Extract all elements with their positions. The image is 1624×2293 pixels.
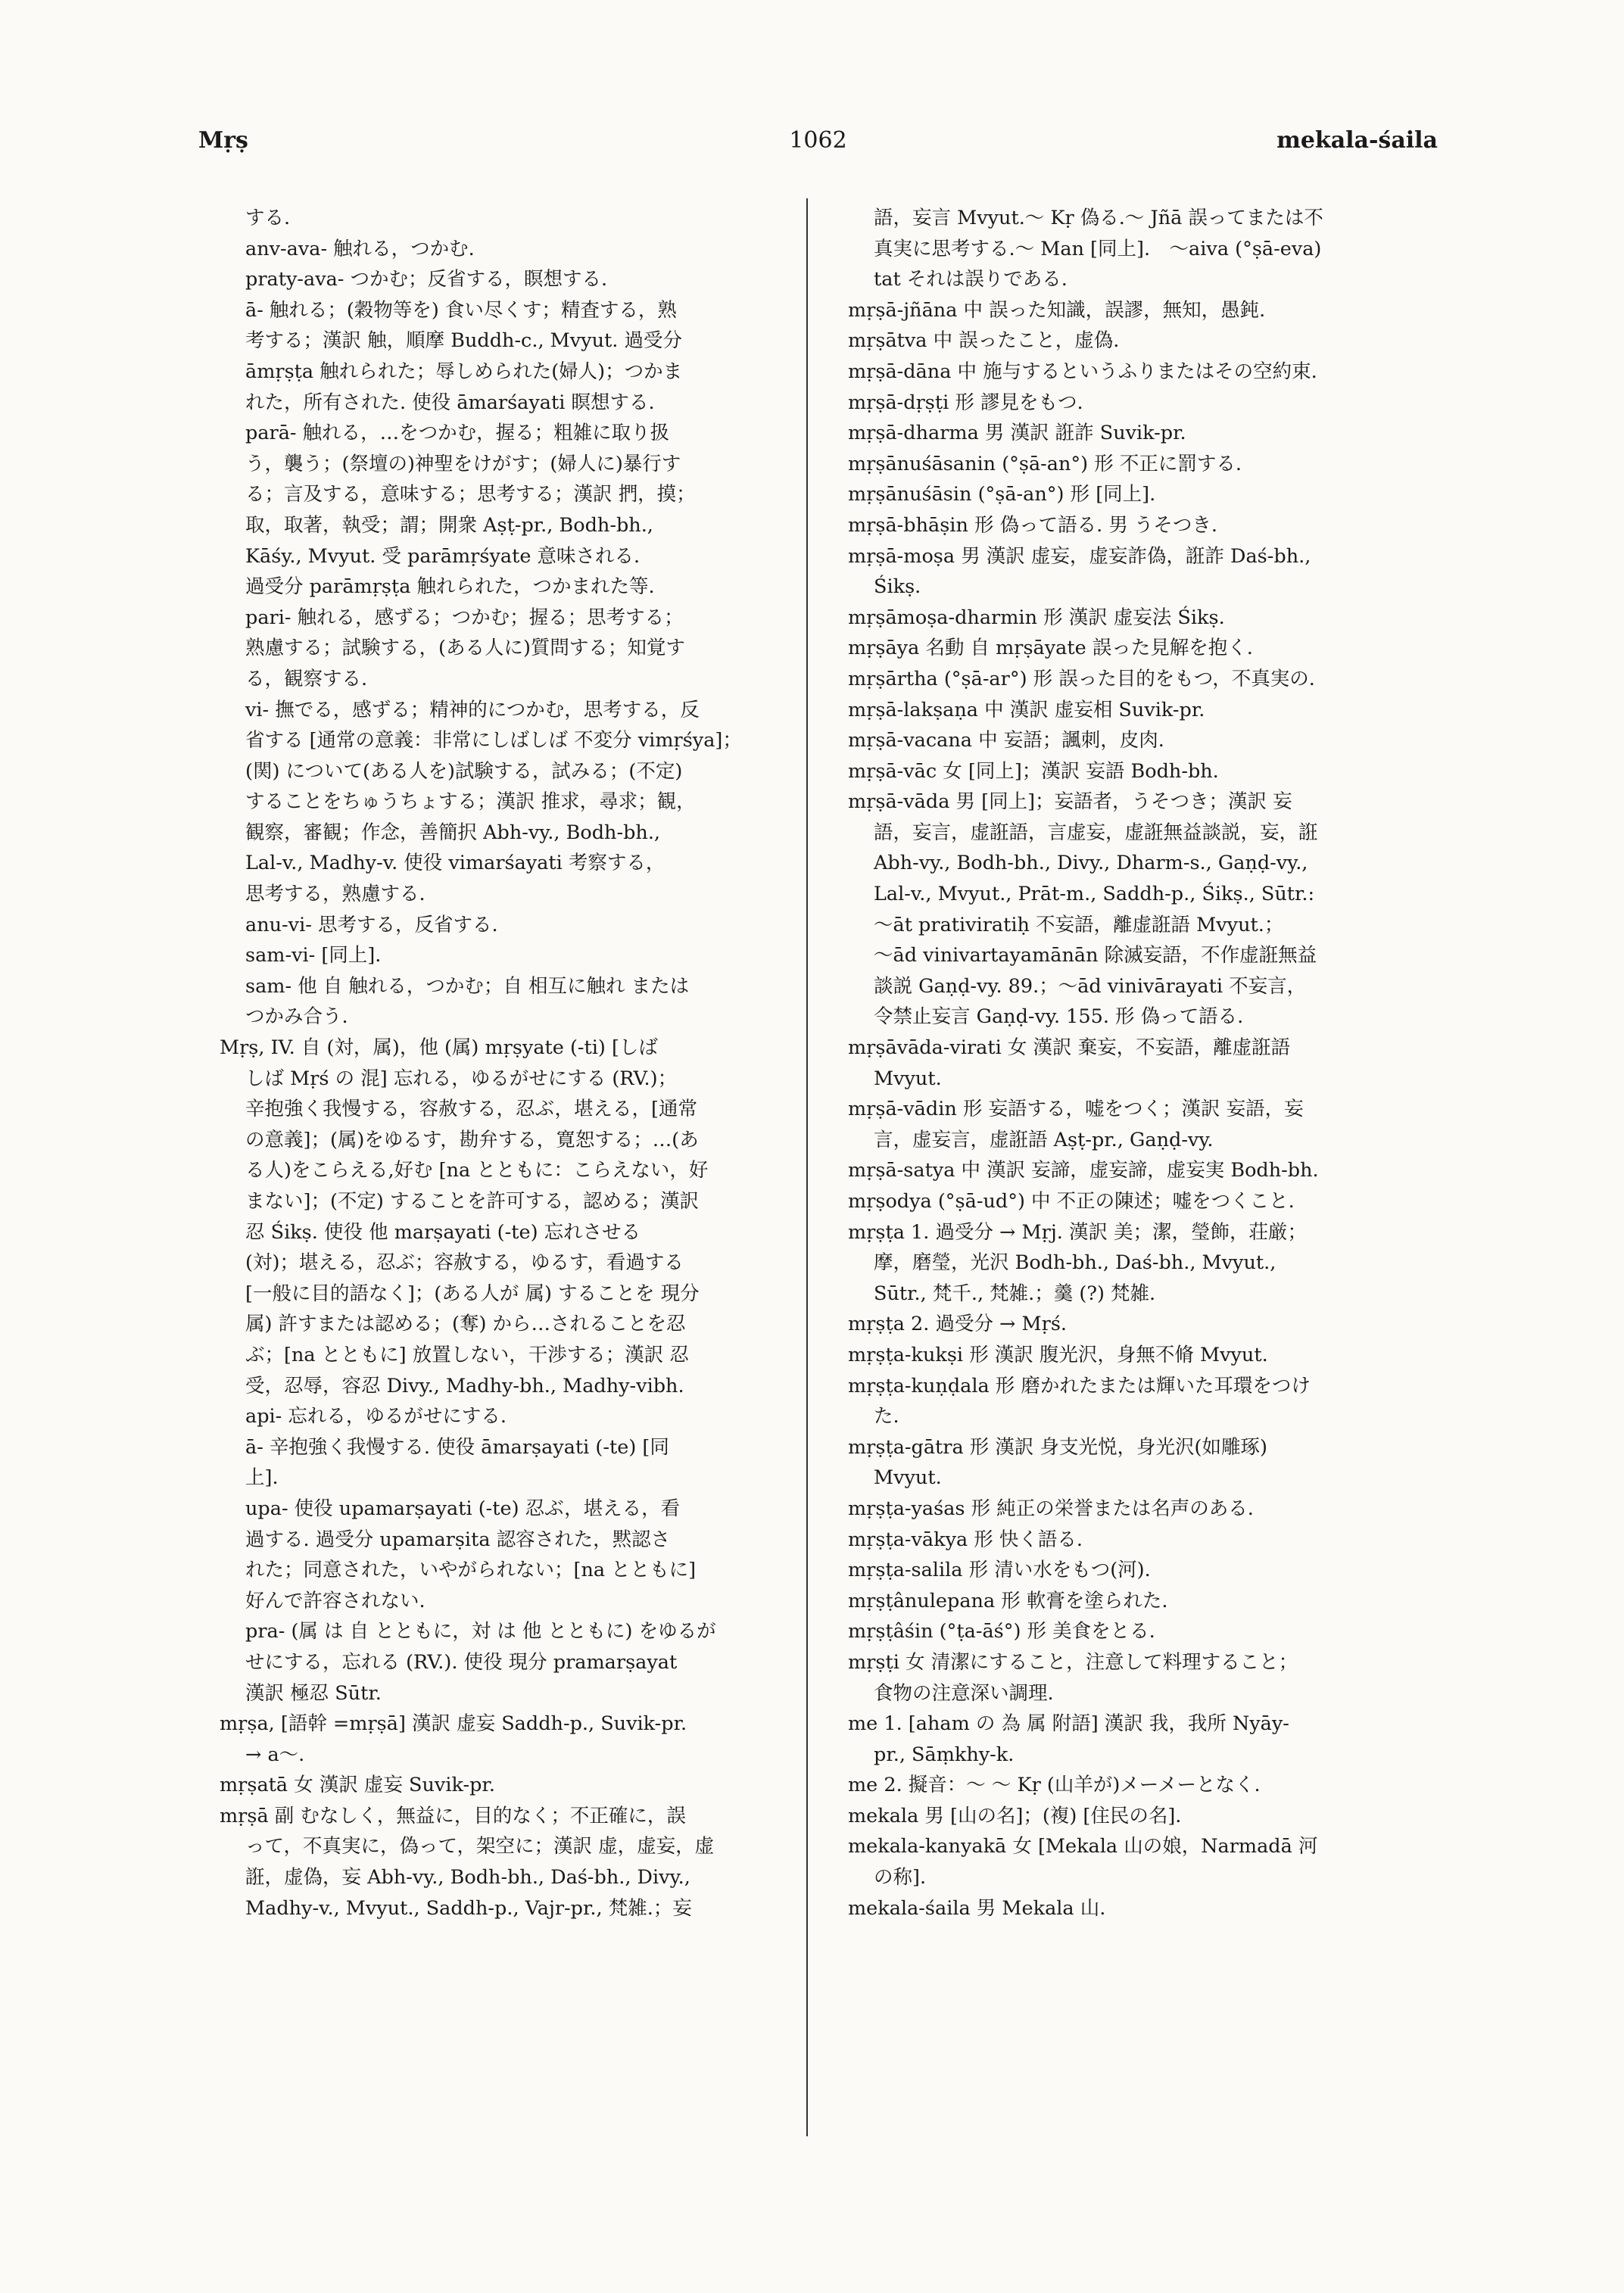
dictionary-line: る；言及する，意味する；思考する；漢訳 捫，摸； bbox=[245, 483, 696, 506]
dictionary-line: る人)をこらえる,好む [na とともに：こらえない，好 bbox=[245, 1159, 709, 1182]
left-column bbox=[198, 203, 809, 1924]
dictionary-line: mṛṣā-vādin 形 妄語する，嘘をつく；漢訳 妄語，妄 bbox=[848, 1098, 1304, 1121]
dictionary-line: Mvyut. bbox=[874, 1067, 942, 1090]
dictionary-line: upa- 使役 upamarṣayati (-te) 忍ぶ，堪える，看 bbox=[245, 1497, 681, 1520]
dictionary-line: Śikṣ. bbox=[874, 575, 921, 599]
dictionary-line: mṛṣa, [語幹 =mṛṣā] 漢訳 虚妄 Saddh-p., Suvik-pr. bbox=[220, 1712, 687, 1736]
dictionary-line: sam- 他 自 触れる，つかむ；自 相互に触れ または bbox=[245, 974, 690, 998]
dictionary-line: sam-vi- [同上]. bbox=[245, 944, 382, 967]
dictionary-line: 談説 Gaṇḍ-vy. 89.；～ād vinivārayati 不妄言， bbox=[874, 974, 1307, 998]
dictionary-line: た. bbox=[874, 1405, 899, 1428]
dictionary-line: Kāśy., Mvyut. 受 parāmṛśyate 意味される. bbox=[245, 544, 641, 568]
dictionary-line: ぶ；[na とともに] 放置しない，干渉する；漢訳 忍 bbox=[245, 1343, 689, 1366]
dictionary-line: mṛṣṭa 2. 過受分 → Mṛś. bbox=[848, 1313, 1068, 1336]
dictionary-line: mṛṣāya 名動 自 mṛṣāyate 誤った見解を抱く. bbox=[848, 637, 1253, 660]
dictionary-line: tat それは誤りである. bbox=[874, 268, 1068, 291]
dictionary-line: る，観察する. bbox=[245, 667, 368, 690]
dictionary-line: mṛṣā-lakṣaṇa 中 漢訳 虚妄相 Suvik-pr. bbox=[848, 698, 1205, 721]
dictionary-line: する. bbox=[245, 207, 291, 229]
page-header bbox=[198, 127, 1438, 173]
dictionary-line: mṛṣātva 中 誤ったこと，虚偽. bbox=[848, 329, 1120, 353]
dictionary-line: praty-ava- つかむ；反省する，瞑想する. bbox=[245, 268, 608, 291]
dictionary-line: Mvyut. bbox=[874, 1466, 942, 1490]
dictionary-line: の称]. bbox=[874, 1866, 927, 1890]
dictionary-line: pr., Sāṃkhy-k. bbox=[874, 1743, 1015, 1766]
dictionary-line: 受，忍辱，容忍 Divy., Madhy-bh., Madhy-vibh. bbox=[245, 1374, 684, 1397]
dictionary-line: parā- 触れる，…をつかむ，握る；粗雑に取り扱 bbox=[245, 422, 670, 445]
dictionary-line: mekala 男 [山の名]；(複) [住民の名]. bbox=[848, 1804, 1182, 1827]
dictionary-line: 取，取著，執受；謂；開衆 Aṣṭ-pr., Bodh-bh., bbox=[245, 513, 653, 537]
dictionary-line: mṛṣā-vāc 女 [同上]；漢訳 妄語 Bodh-bh. bbox=[848, 759, 1219, 783]
dictionary-line: 熟慮する；試験する，(ある人に)質問する；知覚す bbox=[245, 637, 685, 660]
dictionary-line: 令禁止妄言 Gaṇḍ-vy. 155. 形 偽って語る. bbox=[874, 1005, 1244, 1029]
dictionary-line: う，襲う；(祭壇の)神聖をけがす；(婦人に)暴行す bbox=[245, 452, 681, 475]
dictionary-line: mṛṣā-dṛṣṭi 形 謬見をもつ. bbox=[848, 391, 1083, 414]
dictionary-line: mṛṣā-dāna 中 施与するというふりまたはその空約束. bbox=[848, 360, 1317, 383]
dictionary-line: Madhy-v., Mvyut., Saddh-p., Vajr-pr., 梵雑.；妄 bbox=[245, 1896, 692, 1920]
dictionary-line: vi- 撫でる，感ずる；精神的につかむ，思考する，反 bbox=[245, 698, 700, 721]
dictionary-line: Lal-v., Madhy-v. 使役 vimarśayati 考察する， bbox=[245, 852, 665, 875]
dictionary-line: mṛṣṭi 女 清潔にすること，注意して料理すること； bbox=[848, 1650, 1298, 1674]
dictionary-line: mṛṣā-jñāna 中 誤った知識，誤謬，無知，愚鈍. bbox=[848, 298, 1266, 322]
dictionary-line: って，不真実に，偽って，架空に；漢訳 虚，虚妄，虚 bbox=[245, 1835, 715, 1858]
dictionary-line: mṛṣānuśāsanin (°ṣā-an°) 形 不正に罰する. bbox=[848, 452, 1242, 475]
dictionary-line: mṛṣā-vacana 中 妄語；諷刺，皮肉. bbox=[848, 729, 1164, 752]
dictionary-line: Mṛṣ, IV. 自 (対，属)，他 (属) mṛṣyate (-ti) [しば bbox=[220, 1036, 658, 1060]
dictionary-line: まない]；(不定) することを許可する，認める；漢訳 bbox=[245, 1190, 699, 1213]
dictionary-line: 思考する，熟慮する. bbox=[245, 883, 425, 906]
dictionary-line: 省する [通常の意義：非常にしばしば 不変分 vimṛśya]； bbox=[245, 729, 742, 752]
dictionary-line: pra- (属 は 自 とともに，対 は 他 とともに) をゆるが bbox=[245, 1620, 716, 1643]
dictionary-line: anu-vi- 思考する，反省する. bbox=[245, 913, 498, 936]
header-right-guide-word: mekala-śaila bbox=[1276, 127, 1438, 154]
dictionary-line: ～āt prativiratiḥ 不妄語，離虚誑語 Mvyut.； bbox=[874, 913, 1284, 936]
dictionary-line: → a～. bbox=[245, 1743, 305, 1766]
dictionary-line: 言，虚妄言，虚誑語 Aṣṭ-pr., Gaṇḍ-vy. bbox=[874, 1128, 1214, 1151]
dictionary-line: しば Mṛś の 混] 忘れる，ゆるがせにする (RV.)； bbox=[245, 1067, 678, 1090]
dictionary-line: mṛṣā 副 むなしく，無益に，目的なく；不正確に，誤 bbox=[220, 1804, 686, 1827]
dictionary-line: Abh-vy., Bodh-bh., Divy., Dharm-s., Gaṇḍ-vy., bbox=[874, 852, 1308, 875]
dictionary-line: mṛṣatā 女 漢訳 虚妄 Suvik-pr. bbox=[220, 1774, 495, 1797]
right-column bbox=[827, 203, 1437, 1924]
dictionary-line: mṛṣṭa-kuṇḍala 形 磨かれたまたは輝いた耳環をつけ bbox=[848, 1374, 1311, 1397]
dictionary-line: 漢訳 極忍 Sūtr. bbox=[245, 1681, 382, 1705]
dictionary-line: mṛṣṭa-kukṣi 形 漢訳 腹光沢，身無不脩 Mvyut. bbox=[848, 1343, 1268, 1366]
dictionary-line: api- 忘れる，ゆるがせにする. bbox=[245, 1405, 507, 1428]
dictionary-line: (関) について(ある人を)試験する，試みる；(不定) bbox=[245, 759, 683, 783]
dictionary-line: 観察，審観；作念，善簡択 Abh-vy., Bodh-bh., bbox=[245, 821, 661, 844]
dictionary-line: 考する；漢訳 触，順摩 Buddh-c., Mvyut. 過受分 bbox=[245, 329, 682, 353]
dictionary-line: mṛṣṭa 1. 過受分 → Mṛj. 漢訳 美；潔，瑩飾，荘厳； bbox=[848, 1220, 1308, 1244]
dictionary-line: 語，妄言，虚誑語，言虚妄，虚誑無益談説，妄，誑 bbox=[874, 821, 1318, 844]
dictionary-line: れた，所有された. 使役 āmarśayati 瞑想する. bbox=[245, 391, 655, 414]
dictionary-line: 過する. 過受分 upamarṣita 認容された，黙認さ bbox=[245, 1528, 671, 1551]
dictionary-line: 語，妄言 Mvyut.～ Kṛ 偽る.～ Jñā 誤ってまたは不 bbox=[874, 207, 1323, 229]
column-divider bbox=[806, 198, 808, 2136]
dictionary-line: 食物の注意深い調理. bbox=[874, 1681, 1054, 1705]
dictionary-line: つかみ合う. bbox=[245, 1005, 348, 1029]
dictionary-line: me 1. [aham の 為 属 附語] 漢訳 我，我所 Nyāy- bbox=[848, 1712, 1289, 1736]
dictionary-line: ā- 辛抱強く我慢する. 使役 āmarṣayati (-te) [同 bbox=[245, 1435, 669, 1459]
dictionary-line: anv-ava- 触れる，つかむ. bbox=[245, 237, 475, 260]
dictionary-line: 辛抱強く我慢する，容赦する，忍ぶ，堪える，[通常 bbox=[245, 1098, 697, 1121]
dictionary-line: mṛṣṭa-vākya 形 快く語る. bbox=[848, 1528, 1083, 1551]
dictionary-line: mṛṣā-vāda 男 [同上]；妄語者，うそつき；漢訳 妄 bbox=[848, 790, 1292, 814]
dictionary-line: mṛṣārtha (°ṣā-ar°) 形 誤った目的をもつ，不真実の. bbox=[848, 667, 1315, 690]
dictionary-line: mṛṣānuśāsin (°ṣā-an°) 形 [同上]. bbox=[848, 483, 1156, 506]
dictionary-line: mṛṣṭâśin (°ṭa-āś°) 形 美食をとる. bbox=[848, 1620, 1155, 1643]
dictionary-line: mṛṣāmoṣa-dharmin 形 漢訳 虚妄法 Śikṣ. bbox=[848, 606, 1225, 629]
dictionary-line: mṛṣā-bhāṣin 形 偽って語る. 男 うそつき. bbox=[848, 513, 1218, 537]
header-left-guide-word: Mṛṣ bbox=[198, 127, 248, 154]
dictionary-line: Lal-v., Mvyut., Prāt-m., Saddh-p., Śikṣ., Sūtr.: bbox=[874, 883, 1315, 906]
dictionary-line: 好んで許容されない. bbox=[245, 1589, 425, 1612]
dictionary-line: 上]. bbox=[245, 1466, 279, 1490]
dictionary-line: āmṛṣṭa 触れられた；辱しめられた(婦人)；つかま bbox=[245, 360, 683, 383]
dictionary-line: me 2. 擬音：～ ～ Kṛ (山羊が)メーメーとなく. bbox=[848, 1774, 1261, 1797]
dictionary-line: mṛṣāvāda-virati 女 漢訳 棄妄，不妄語，離虚誑語 bbox=[848, 1036, 1291, 1060]
dictionary-line: mṛṣā-satya 中 漢訳 妄諦，虚妄諦，虚妄実 Bodh-bh. bbox=[848, 1159, 1319, 1182]
dictionary-line: mṛṣā-dharma 男 漢訳 誑詐 Suvik-pr. bbox=[848, 422, 1186, 445]
dictionary-line: 属) 許すまたは認める；(奪) から…されることを忍 bbox=[245, 1313, 686, 1336]
dictionary-line: Sūtr., 梵千., 梵雑.；羹 (?) 梵雑. bbox=[874, 1282, 1156, 1305]
dictionary-line: 忍 Śikṣ. 使役 他 marṣayati (-te) 忘れさせる bbox=[245, 1220, 641, 1244]
dictionary-line: mekala-śaila 男 Mekala 山. bbox=[848, 1896, 1106, 1920]
dictionary-line: mṛṣodya (°ṣā-ud°) 中 不正の陳述；嘘をつくこと. bbox=[848, 1190, 1295, 1213]
dictionary-line: ā- 触れる；(穀物等を) 食い尽くす；精査する，熟 bbox=[245, 298, 677, 322]
page-number: 1062 bbox=[789, 127, 847, 154]
dictionary-line: (対)；堪える，忍ぶ；容赦する，ゆるす，看過する bbox=[245, 1251, 684, 1275]
dictionary-line: の意義]；(属)をゆるす，勘弁する，寛恕する；…(あ bbox=[245, 1128, 699, 1151]
dictionary-line: mṛṣṭa-yaśas 形 純正の栄誉または名声のある. bbox=[848, 1497, 1254, 1520]
dictionary-line: 摩，磨瑩，光沢 Bodh-bh., Daś-bh., Mvyut., bbox=[874, 1251, 1276, 1275]
dictionary-line: mṛṣṭânulepana 形 軟膏を塗られた. bbox=[848, 1589, 1168, 1612]
dictionary-line: れた；同意された，いやがられない；[na とともに] bbox=[245, 1559, 697, 1582]
dictionary-line: pari- 触れる，感ずる；つかむ；握る；思考する； bbox=[245, 606, 684, 629]
dictionary-line: [一般に目的語なく]；(ある人が 属) することを 現分 bbox=[245, 1282, 700, 1305]
dictionary-line: mṛṣṭa-gātra 形 漢訳 身支光悦，身光沢(如雕琢) bbox=[848, 1435, 1267, 1459]
dictionary-line: mekala-kanyakā 女 [Mekala 山の娘，Narmadā 河 bbox=[848, 1835, 1318, 1858]
dictionary-line: せにする，忘れる (RV.). 使役 現分 pramarṣayat bbox=[245, 1650, 678, 1674]
dictionary-line: 真実に思考する.～ Man [同上]. ～aiva (°ṣā-eva) bbox=[874, 237, 1322, 260]
dictionary-line: mṛṣā-moṣa 男 漢訳 虚妄，虚妄詐偽，誑詐 Daś-bh., bbox=[848, 544, 1311, 568]
dictionary-line: ～ād vinivartayamānān 除滅妄語，不作虚誑無益 bbox=[874, 944, 1317, 967]
dictionary-line: 過受分 parāmṛṣṭa 触れられた，つかまれた等. bbox=[245, 575, 655, 599]
dictionary-line: mṛṣṭa-salila 形 清い水をもつ(河). bbox=[848, 1559, 1151, 1582]
dictionary-line: することをちゅうちょする；漢訳 推求，尋求；観， bbox=[245, 790, 696, 814]
dictionary-line: 誑，虚偽，妄 Abh-vy., Bodh-bh., Daś-bh., Divy., bbox=[245, 1866, 690, 1890]
